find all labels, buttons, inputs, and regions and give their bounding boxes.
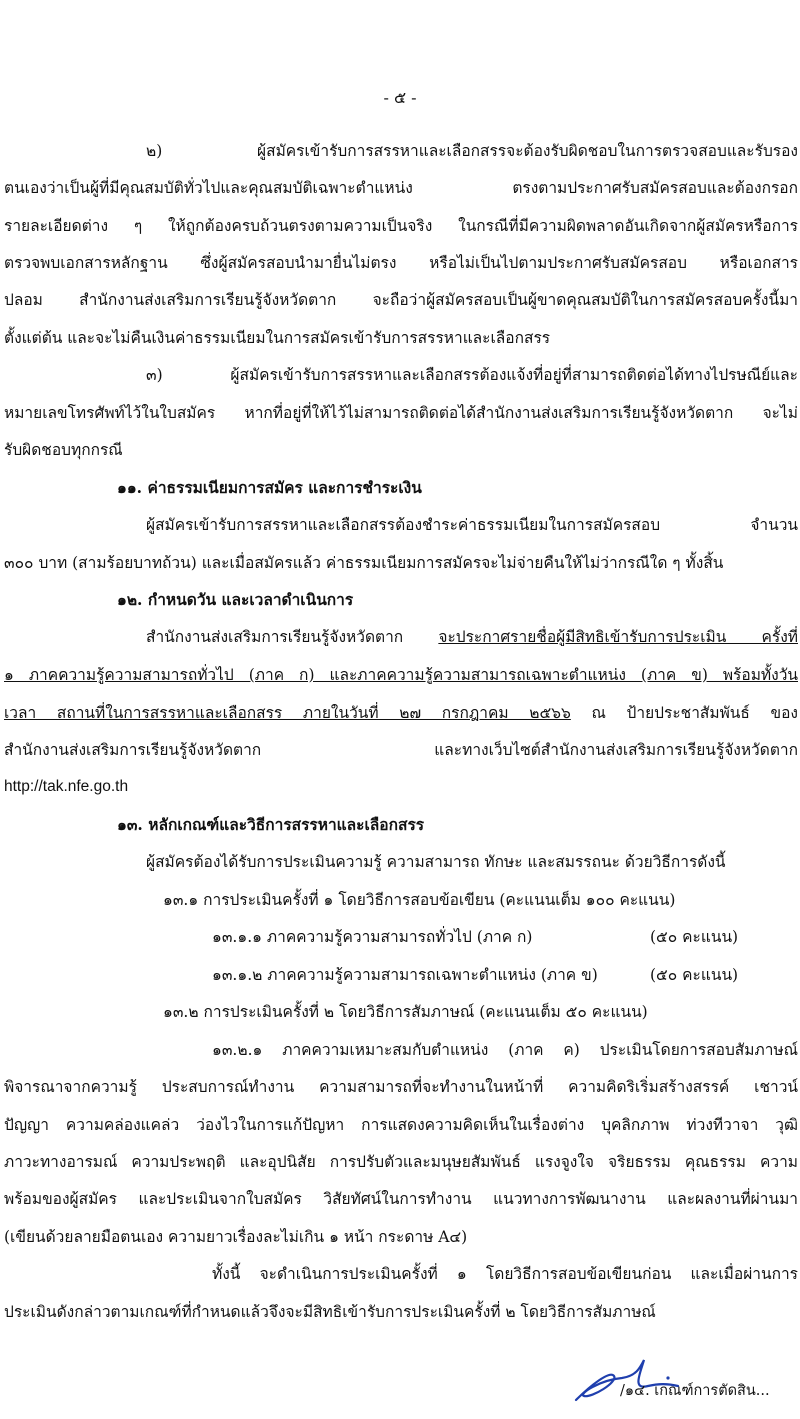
para-3-line-3: รับผิดชอบทุกกรณี (4, 441, 123, 459)
section-11-line-2: ๓๐๐ บาท (สามร้อยบาทถ้วน) และเมื่อสมัครแล้ว ค่าธรรมเนียมการสมัครจะไม่จ่ายคืนให้ไม่ว่ากรณีใด ๆ ทั้งสิ้น (4, 554, 724, 572)
closing-line-2: ประเมินดังกล่าวตามเกณฑ์ที่กำหนดแล้วจึงจะมีสิทธิเข้ารับการประเมินครั้งที่ ๒ โดยวิธีการสัมภาษณ์ (4, 1303, 656, 1321)
para-2-line-2: ตนเองว่าเป็นผู้ที่มีคุณสมบัติทั่วไปและคุณสมบัติเฉพาะตำแหน่ง ตรงตามประกาศรับสมัครสอบและต้องกรอก (4, 179, 798, 197)
section-13-2-1-line-4: ภาวะทางอารมณ์ ความประพฤติ และอุปนิสัย การปรับตัวและมนุษยสัมพันธ์ แรงจูงใจ จริยธรรม คุณธรรม ความ (4, 1153, 798, 1171)
section-13-2-1-line-6: (เขียนด้วยลายมือตนเอง ความยาวเรื่องละไม่เกิน ๑ หน้า กระดาษ A๔) (4, 1228, 468, 1246)
page-number: - ๕ - (383, 88, 417, 107)
section-13-heading: ๑๓. หลักเกณฑ์และวิธีการสรรหาและเลือกสรร (117, 815, 425, 834)
section-13-1-1: ๑๓.๑.๑ ภาคความรู้ความสามารถทั่วไป (ภาค ก) (212, 928, 533, 946)
para-3-line-1: ๓) ผู้สมัครเข้ารับการสรรหาและเลือกสรรต้องแจ้งที่อยู่ที่สามารถติดต่อได้ทางไปรษณีย์และ (146, 366, 798, 384)
section-12-line-4: สำนักงานส่งเสริมการเรียนรู้จังหวัดตาก และทางเว็บไซต์สำนักงานส่งเสริมการเรียนรู้จังหวัดตาก (4, 741, 798, 759)
section-13-intro: ผู้สมัครต้องได้รับการประเมินความรู้ ความสามารถ ทักษะ และสมรรถนะ ด้วยวิธีการดังนี้ (146, 853, 726, 871)
section-12-heading: ๑๒. กำหนดวัน และเวลาดำเนินการ (117, 590, 354, 609)
closing-line-1: ทั้งนี้ จะดำเนินการประเมินครั้งที่ ๑ โดยวิธีการสอบข้อเขียนก่อน และเมื่อผ่านการ (212, 1265, 798, 1283)
section-13-2: ๑๓.๒ การประเมินครั้งที่ ๒ โดยวิธีการสัมภาษณ์ (คะแนนเต็ม ๕๐ คะแนน) (163, 1003, 648, 1021)
para-2-line-4: ตรวจพบเอกสารหลักฐาน ซึ่งผู้สมัครสอบนำมายื่นไม่ตรง หรือไม่เป็นไปตามประกาศรับสมัครสอบ หรือเอกสาร (4, 254, 798, 272)
para-2-line-5: ปลอม สำนักงานส่งเสริมการเรียนรู้จังหวัดตาก จะถือว่าผู้สมัครสอบเป็นผู้ขาดคุณสมบัติในการสมัครสอบครั้งนี้มา (4, 291, 798, 309)
para-2-line-6: ตั้งแต่ต้น และจะไม่คืนเงินค่าธรรมเนียมในการสมัครเข้ารับการสรรหาและเลือกสรร (4, 329, 551, 347)
next-page-continuation: /๑๔. เกณฑ์การตัดสิน... (620, 1383, 770, 1399)
para-2-line-1: ๒) ผู้สมัครเข้ารับการสรรหาและเลือกสรรจะต้องรับผิดชอบในการตรวจสอบและรับรอง (146, 142, 798, 160)
section-11-heading: ๑๑. ค่าธรรมเนียมการสมัคร และการชำระเงิน (117, 478, 422, 497)
para-2-line-3: รายละเอียดต่าง ๆ ให้ถูกต้องครบถ้วนตรงตามความเป็นจริง ในกรณีที่มีความผิดพลาดอันเกิดจากผู้สมัครหรือการ (4, 217, 798, 235)
section-13-1-2-score: (๕๐ คะแนน) (650, 966, 739, 984)
para-3-line-2: หมายเลขโทรศัพท์ไว้ในใบสมัคร หากที่อยู่ที่ให้ไว้ไม่สามารถติดต่อได้สำนักงานส่งเสริมการเรียนรู้จังหวัดตาก จะไม่ (4, 404, 798, 422)
section-13-1-2: ๑๓.๑.๒ ภาคความรู้ความสามารถเฉพาะตำแหน่ง (ภาค ข) (212, 966, 598, 984)
section-13-2-1-line-5: พร้อมของผู้สมัคร และประเมินจากใบสมัคร วิสัยทัศน์ในการทำงาน แนวทางการพัฒนางาน และผลงานที่ผ่านมา (4, 1190, 798, 1208)
section-12-line-2: ๑ ภาคความรู้ความสามารถทั่วไป (ภาค ก) และภาคความรู้ความสามารถเฉพาะตำแหน่ง (ภาค ข) พร้อมทั้งวัน (4, 666, 798, 684)
section-13-2-1-line-1: ๑๓.๒.๑ ภาคความเหมาะสมกับตำแหน่ง (ภาค ค) ประเมินโดยการสอบสัมภาษณ์ (212, 1041, 798, 1059)
section-13-1: ๑๓.๑ การประเมินครั้งที่ ๑ โดยวิธีการสอบข้อเขียน (คะแนนเต็ม ๑๐๐ คะแนน) (163, 891, 676, 909)
section-13-1-1-score: (๕๐ คะแนน) (650, 928, 739, 946)
section-11-line-1: ผู้สมัครเข้ารับการสรรหาและเลือกสรรต้องชำระค่าธรรมเนียมในการสมัครสอบ จำนวน (146, 516, 798, 534)
section-13-2-1-line-3: ปัญญา ความคล่องแคล่ว ว่องไวในการแก้ปัญหา การแสดงความคิดเห็นในเรื่องต่าง บุคลิกภาพ ท่วงทีวาจา วุฒิ (4, 1116, 798, 1134)
section-13-2-1-line-2: พิจารณาจากความรู้ ประสบการณ์ทำงาน ความสามารถที่จะทำงานในหน้าที่ ความคิดริเริ่มสร้างสรรค์ เชาวน์ (4, 1078, 798, 1096)
section-12-line-3: เวลา สถานที่ในการสรรหาและเลือกสรร ภายในวันที่ ๒๗ กรกฎาคม ๒๕๖๖ ณ ป้ายประชาสัมพันธ์ ของ (4, 704, 798, 722)
section-12-url: http://tak.nfe.go.th (4, 778, 129, 795)
section-12-line-1: สำนักงานส่งเสริมการเรียนรู้จังหวัดตาก จะประกาศรายชื่อผู้มีสิทธิเข้ารับการประเมิน ครั้งที่ (146, 628, 798, 646)
